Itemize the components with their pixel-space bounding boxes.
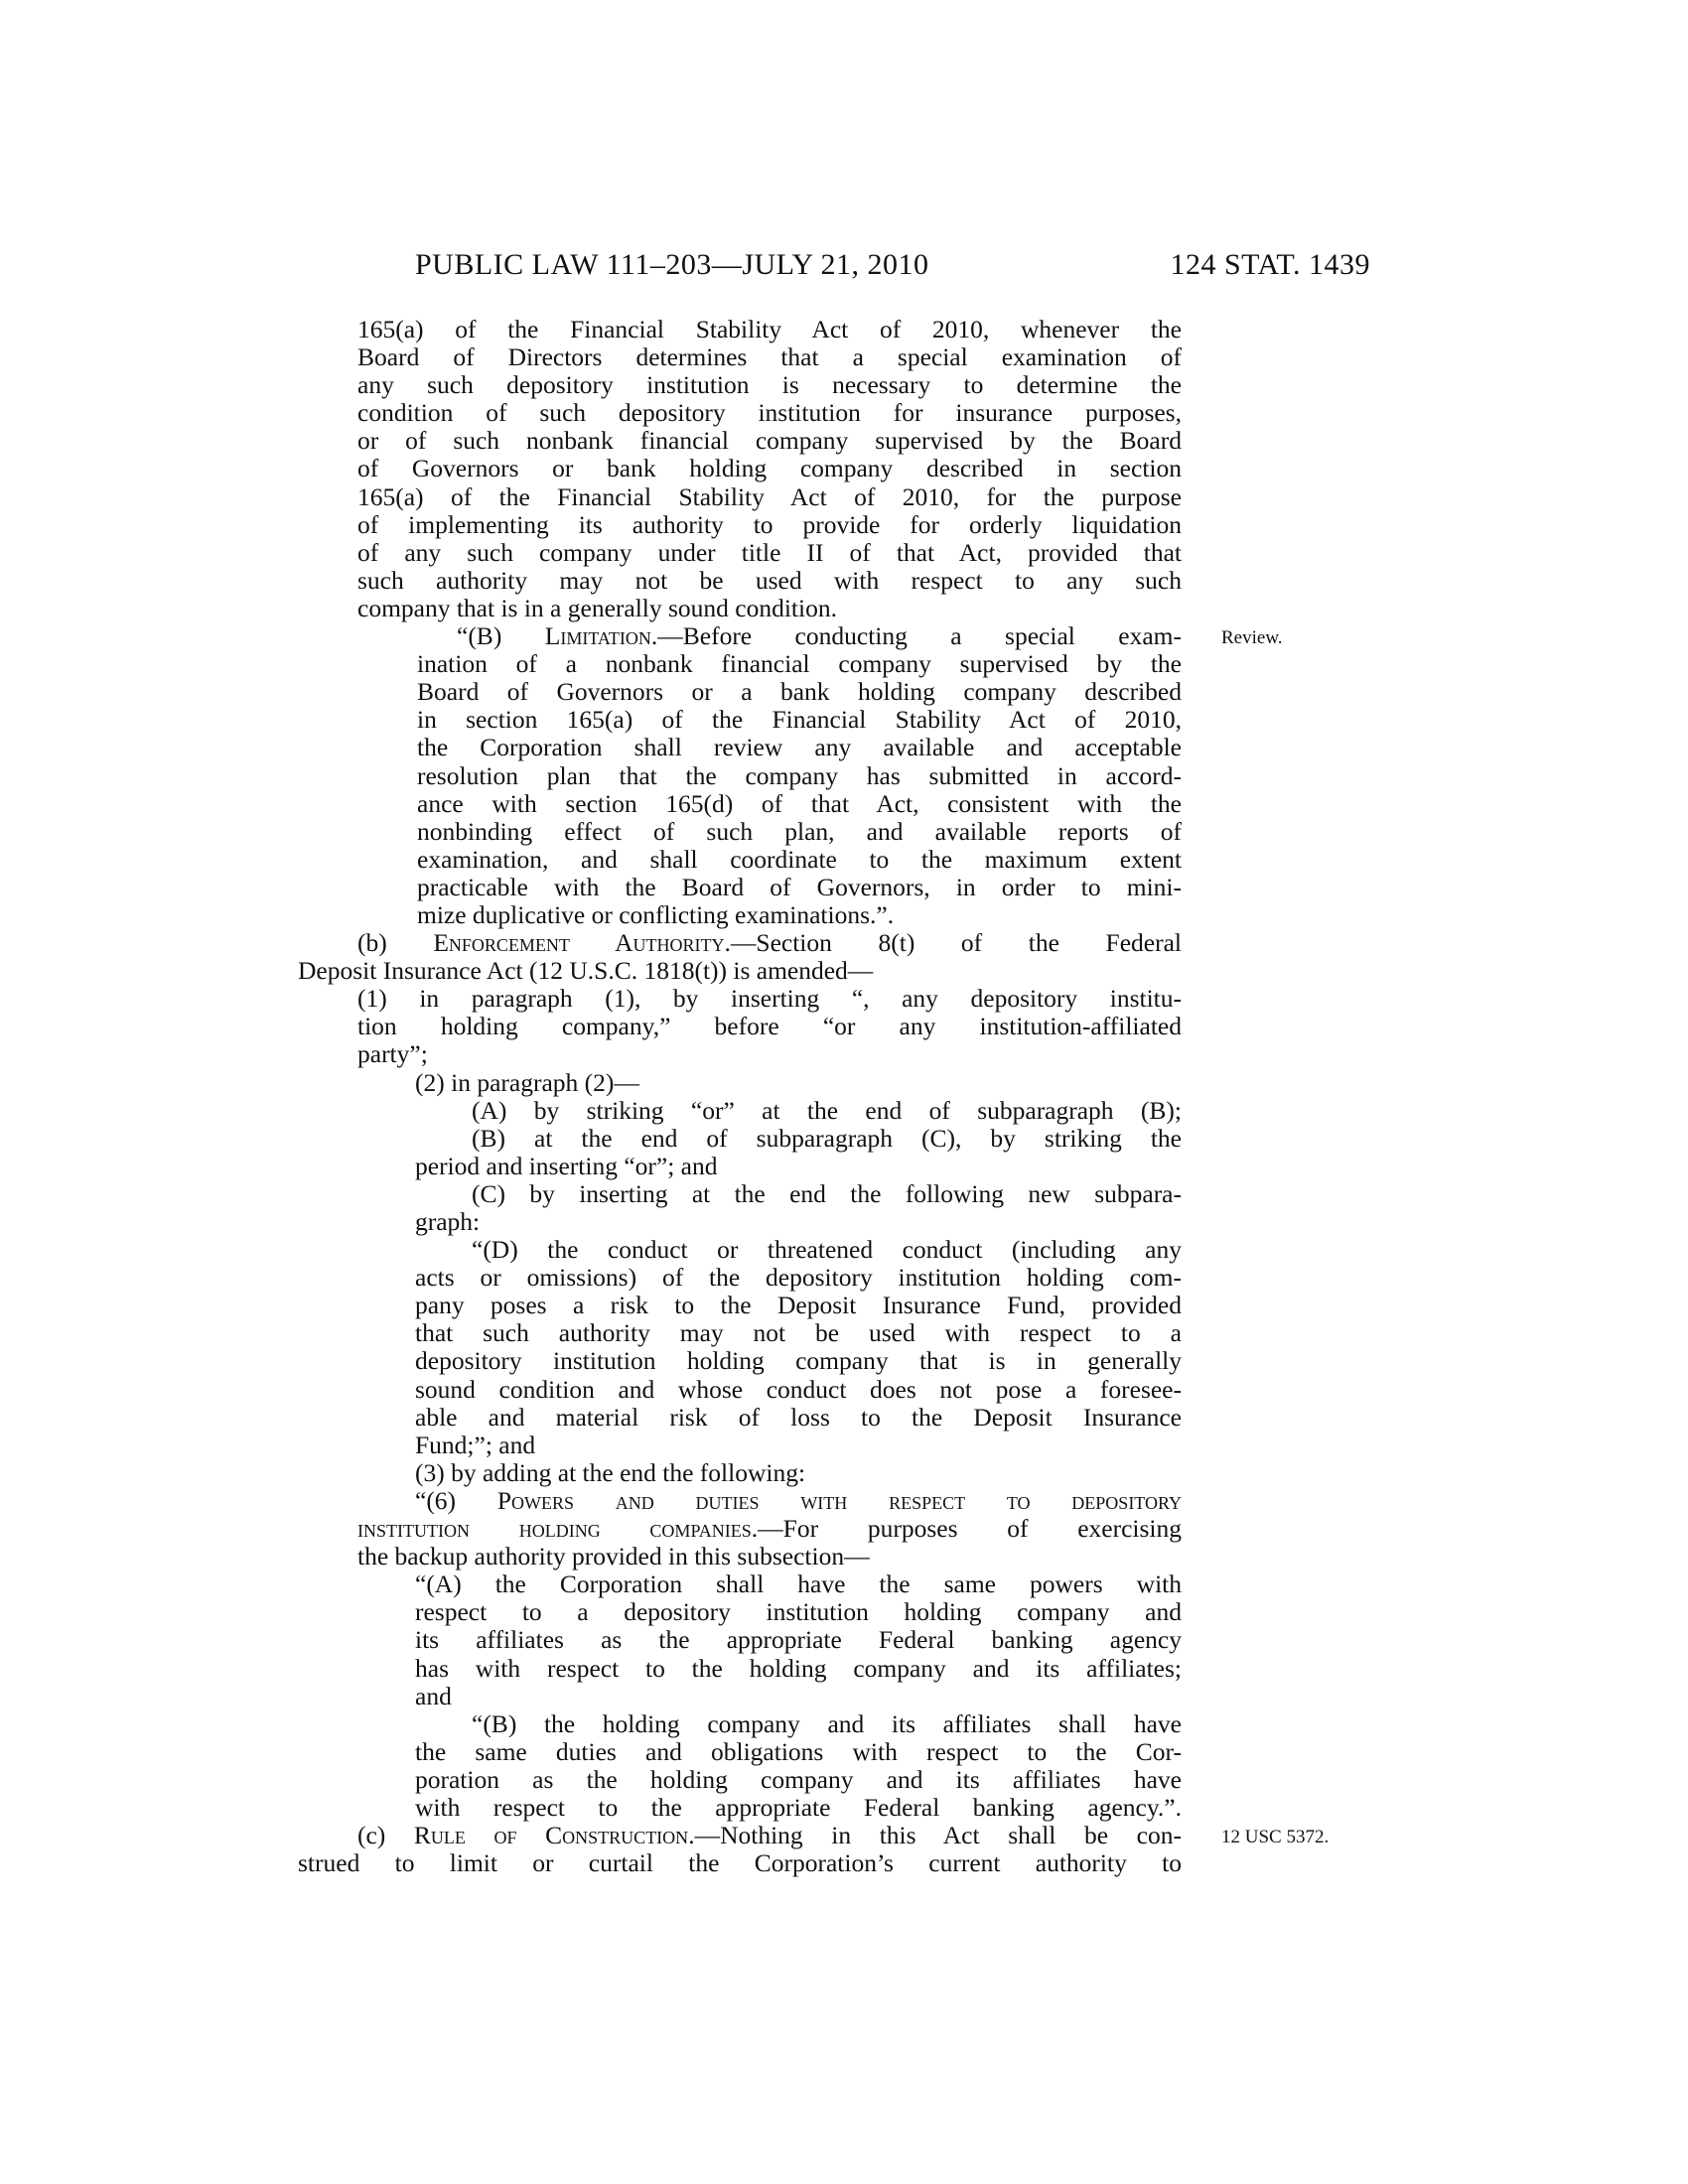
text-line: (1) in paragraph (1), by inserting “, any depository institu- xyxy=(357,984,1182,1014)
text-line: company that is in a generally sound condition. xyxy=(357,593,837,622)
text-line: or of such nonbank financial company supervised by the Board xyxy=(357,426,1182,456)
statute-page-number: 124 STAT. 1439 xyxy=(1170,248,1370,281)
text-line: in section 165(a) of the Financial Stability Act of 2010, xyxy=(417,705,1182,735)
text-line: (2) in paragraph (2)— xyxy=(415,1067,639,1097)
text-line: the Corporation shall review any available and acceptable xyxy=(417,733,1182,762)
text-line: Board of Governors or a bank holding company described xyxy=(417,677,1182,707)
text-line: graph: xyxy=(415,1207,481,1236)
margin-note-review: Review. xyxy=(1221,627,1283,649)
text-line: 165(a) of the Financial Stability Act of 2010, for the purpose xyxy=(357,481,1182,511)
text-line: “(6) Powers and duties with respect to depository xyxy=(415,1485,1182,1515)
section-heading: Limitation xyxy=(544,621,651,651)
text-line: its affiliates as the appropriate Federal banking agency xyxy=(415,1625,1182,1655)
text-line: practicable with the Board of Governors, in order to mini- xyxy=(417,872,1182,901)
statute-body xyxy=(298,316,1182,1877)
text-line: has with respect to the holding company and its affiliates; xyxy=(415,1653,1182,1683)
text-line: (b) Enforcement Authority.—Section 8(t) of the Federal xyxy=(357,928,1182,958)
text-line: (B) at the end of subparagraph (C), by striking the xyxy=(472,1123,1182,1153)
text-line: “(B) Limitation.—Before conducting a special exam- xyxy=(457,621,1182,651)
text-line: resolution plan that the company has submitted in accord- xyxy=(417,760,1182,790)
text-line: Fund;”; and xyxy=(415,1430,536,1459)
text-line: mize duplicative or conflicting examinations.”. xyxy=(417,899,895,929)
text-line: acts or omissions) of the depository institution holding com- xyxy=(415,1263,1182,1293)
text-line: tion holding company,” before “or any institution-affiliated xyxy=(357,1012,1182,1041)
margin-note-usc-citation: 12 USC 5372. xyxy=(1221,1827,1330,1848)
section-heading: institution holding companies xyxy=(357,1514,752,1544)
text-line: the same duties and obligations with respect to the Cor- xyxy=(415,1736,1182,1766)
page-header xyxy=(415,248,1370,288)
text-line: respect to a depository institution holding company and xyxy=(415,1597,1182,1627)
text-line: pany poses a risk to the Deposit Insurance Fund, provided xyxy=(415,1291,1182,1320)
text-line: (A) by striking “or” at the end of subparagraph (B); xyxy=(472,1095,1182,1125)
text-line: ination of a nonbank financial company supervised by the xyxy=(417,649,1182,679)
text-line: with respect to the appropriate Federal banking agency.”. xyxy=(415,1792,1182,1822)
text-line: ance with section 165(d) of that Act, consistent with the xyxy=(417,788,1182,818)
text-line: (3) by adding at the end the following: xyxy=(415,1457,806,1487)
text-line: “(D) the conduct or threatened conduct (including any xyxy=(472,1235,1182,1265)
text-line: “(A) the Corporation shall have the same powers with xyxy=(415,1570,1182,1599)
text-line: Board of Directors determines that a special examination of xyxy=(357,342,1182,372)
text-line: of any such company under title II of that Act, provided that xyxy=(357,537,1182,567)
text-line: of Governors or bank holding company described in section xyxy=(357,454,1182,483)
running-head: PUBLIC LAW 111–203—JULY 21, 2010 xyxy=(415,248,929,281)
text-line: Deposit Insurance Act (12 U.S.C. 1818(t)) is amended— xyxy=(298,956,874,986)
text-line: 165(a) of the Financial Stability Act of 2010, whenever the xyxy=(357,315,1182,343)
text-line: such authority may not be used with respect to any such xyxy=(357,565,1182,595)
text-line: depository institution holding company that is in generally xyxy=(415,1346,1182,1376)
text-line: able and material risk of loss to the Deposit Insurance xyxy=(415,1402,1182,1432)
text-line: poration as the holding company and its affiliates have xyxy=(415,1764,1182,1794)
text-line: party”; xyxy=(357,1039,428,1069)
text-line: condition of such depository institution for insurance purposes, xyxy=(357,398,1182,428)
text-line: period and inserting “or”; and xyxy=(415,1151,718,1180)
text-line: and xyxy=(415,1681,452,1710)
text-line: nonbinding effect of such plan, and available reports of xyxy=(417,816,1182,846)
text-line: of implementing its authority to provide for orderly liquidation xyxy=(357,509,1182,539)
text-line: institution holding companies.—For purposes of exercising xyxy=(357,1514,1182,1544)
text-line: strued to limit or curtail the Corporation’s current authority to xyxy=(298,1848,1182,1878)
section-heading: Enforcement Authority xyxy=(433,928,725,958)
section-heading: Rule of Construction xyxy=(413,1821,689,1850)
text-line: examination, and shall coordinate to the maximum extent xyxy=(417,844,1182,874)
text-line: that such authority may not be used with respect to a xyxy=(415,1318,1182,1348)
text-line: (c) Rule of Construction.—Nothing in this Act shall be con- xyxy=(357,1821,1182,1850)
text-line: “(B) the holding company and its affiliates shall have xyxy=(472,1708,1182,1738)
text-line: any such depository institution is necessary to determine the xyxy=(357,370,1182,400)
section-heading: Powers and duties with respect to depository xyxy=(496,1485,1182,1515)
text-line: (C) by inserting at the end the following new subpara- xyxy=(472,1178,1182,1208)
text-line: the backup authority provided in this subsection— xyxy=(357,1542,870,1571)
text-line: sound condition and whose conduct does not pose a foresee- xyxy=(415,1374,1182,1404)
